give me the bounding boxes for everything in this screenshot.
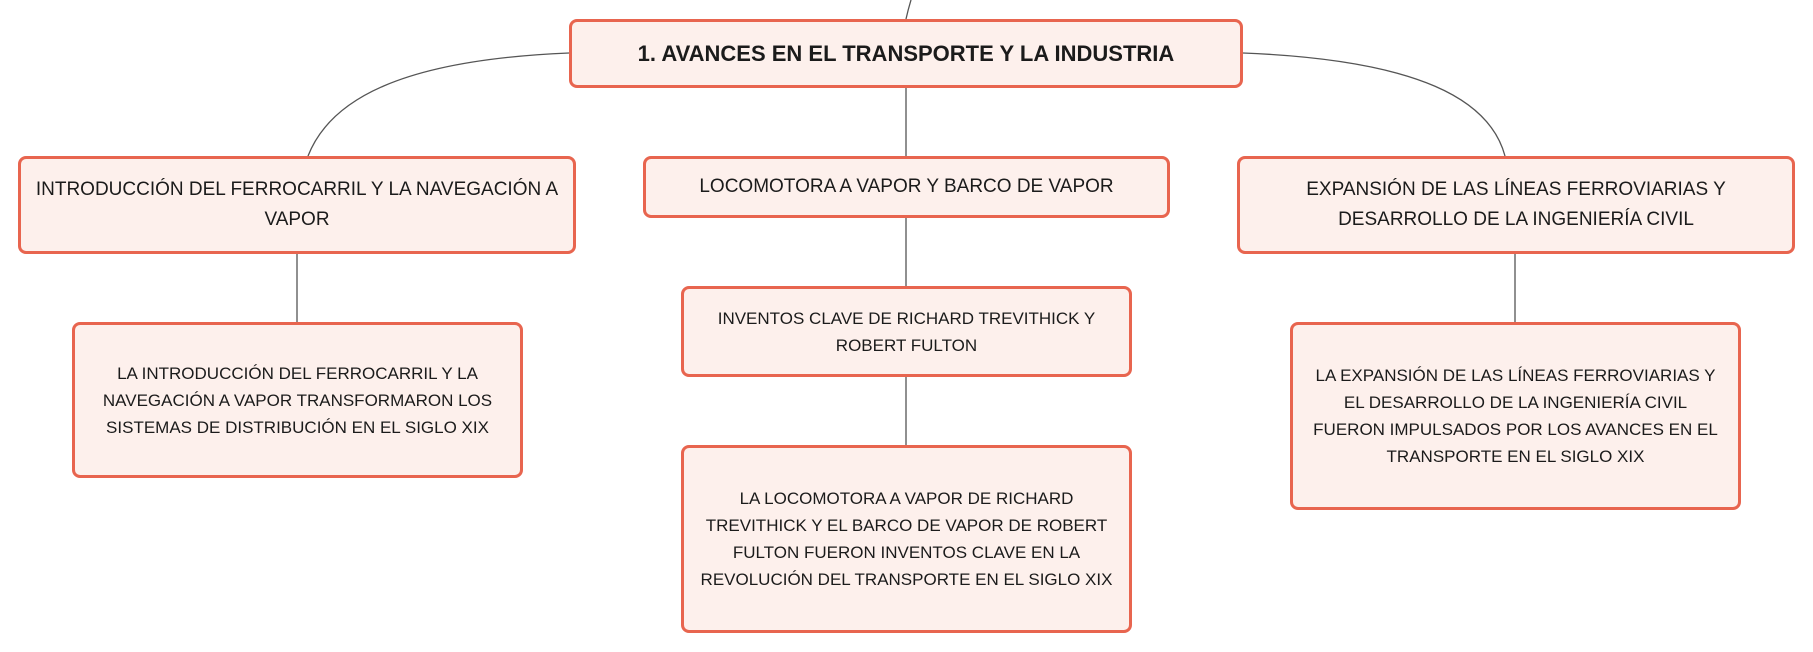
root-topic-node[interactable]: [569, 19, 1243, 88]
branch-node-ferrocarril-navegacion[interactable]: [18, 156, 576, 254]
branch-label: EXPANSIÓN DE LAS LÍNEAS FERROVIARIAS Y DESARROLLO DE LA INGENIERÍA CIVIL: [1306, 179, 1726, 230]
branch-node-expansion-lineas[interactable]: [1237, 156, 1795, 254]
parent-connector: [906, 0, 911, 19]
detail-node-locomotora-barco-summary[interactable]: [681, 445, 1132, 633]
detail-node-expansion-summary[interactable]: [1290, 322, 1741, 510]
branch-label: INTRODUCCIÓN DEL FERROCARRIL Y LA NAVEGACIÓN A VAPOR: [35, 179, 559, 230]
branch-label: LOCOMOTORA A VAPOR Y BARCO DE VAPOR: [699, 176, 1114, 197]
detail-node-inventos-clave[interactable]: [681, 286, 1132, 377]
detail-label: LA INTRODUCCIÓN DEL FERROCARRIL Y LA NAVEGACIÓN A VAPOR TRANSFORMARON LOS SISTEMAS DE DISTRIBUCIÓN EN EL SIGLO XIX: [102, 363, 493, 437]
branch-node-locomotora-barco[interactable]: [643, 156, 1170, 218]
connector-root-to-branch-3: [1243, 53, 1505, 156]
connector-root-to-branch-1: [308, 53, 569, 156]
detail-label: LA EXPANSIÓN DE LAS LÍNEAS FERROVIARIAS Y EL DESARROLLO DE LA INGENIERÍA CIVIL FUERON IMPULSADOS POR LOS AVANCES EN EL TRANSPORTE EN EL SIGLO XIX: [1313, 366, 1718, 466]
detail-label: INVENTOS CLAVE DE RICHARD TREVITHICK Y ROBERT FULTON: [717, 308, 1096, 355]
detail-label: LA LOCOMOTORA A VAPOR DE RICHARD TREVITHICK Y EL BARCO DE VAPOR DE ROBERT FULTON FUERON INVENTOS CLAVE EN LA REVOLUCIÓN DEL TRANSPORTE EN EL SIGLO XIX: [700, 489, 1113, 589]
detail-node-ferrocarril[interactable]: [72, 322, 523, 478]
root-topic-label: 1. AVANCES EN EL TRANSPORTE Y LA INDUSTRIA: [637, 40, 1175, 66]
